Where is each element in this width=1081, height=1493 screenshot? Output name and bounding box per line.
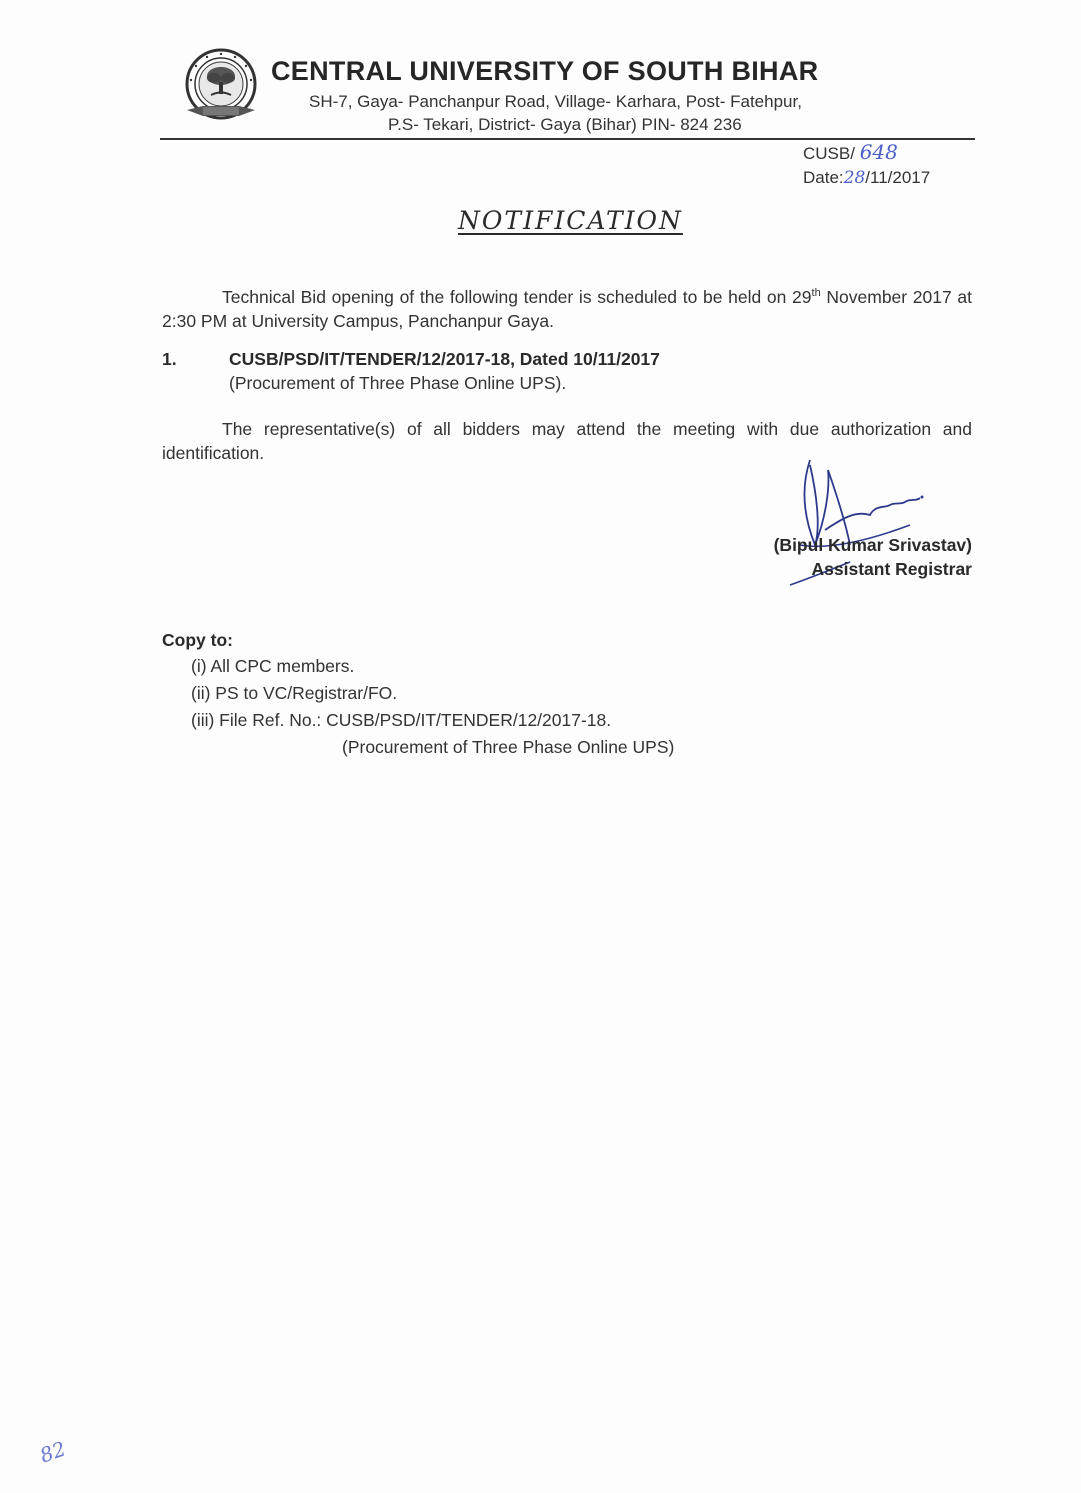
date-prefix: Date: — [803, 168, 844, 187]
margin-handwritten-mark: 82 — [36, 1436, 69, 1468]
reference-number-line — [803, 140, 930, 166]
signatory-name: (Bipul Kumar Srivastav) — [773, 535, 972, 555]
copy-to-item: (iii) File Ref. No.: CUSB/PSD/IT/TENDER/12/2017-18. — [191, 710, 612, 730]
address-line-1: SH-7, Gaya- Panchanpur Road, Village- Karhara, Post- Fatehpur, — [309, 92, 802, 111]
item-title: CUSB/PSD/IT/TENDER/12/2017-18, Dated 10/11/2017 — [229, 349, 660, 369]
ref-number: 648 — [859, 140, 898, 164]
copy-to-item: (ii) PS to VC/Registrar/FO. — [191, 683, 398, 703]
copy-to-item-continuation: (Procurement of Three Phase Online UPS) — [342, 737, 675, 757]
reference-block — [803, 140, 930, 190]
copy-to-heading: Copy to: — [162, 630, 233, 650]
date-day: 28 — [843, 168, 866, 188]
date-rest: /11/2017 — [865, 168, 931, 187]
para1-part1: Technical Bid opening of the following tender is scheduled to be held on 29 — [222, 286, 812, 307]
para1-part2: November 2017 at 2:30 PM at University Campus, Panchanpur Gaya. — [162, 286, 972, 331]
para1-superscript: th — [811, 287, 821, 299]
copy-to-item: (i) All CPC members. — [191, 656, 355, 676]
university-name: CENTRAL UNIVERSITY OF SOUTH BIHAR — [271, 56, 819, 86]
title-text: NOTIFICATION — [458, 206, 683, 235]
university-emblem-icon — [183, 48, 259, 124]
notification-paragraph — [162, 281, 972, 333]
date-line — [803, 166, 930, 190]
address-line-2: P.S- Tekari, District- Gaya (Bihar) PIN- 824 236 — [388, 115, 742, 134]
signatory-designation: Assistant Registrar — [811, 559, 972, 579]
item-description: (Procurement of Three Phase Online UPS). — [229, 373, 567, 393]
representative-paragraph: The representative(s) of all bidders may attend the meeting with due authorization and identification. — [162, 419, 972, 463]
ref-prefix: CUSB/ — [803, 144, 855, 163]
item-number: 1. — [162, 349, 177, 369]
document-title — [0, 206, 1081, 235]
